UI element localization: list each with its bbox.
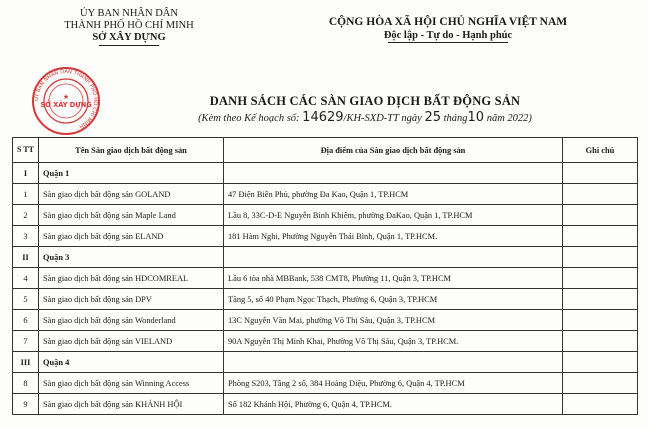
row-stt: 9 [13,394,39,415]
table-body [13,163,638,415]
row-note [562,289,637,310]
row-stt: 2 [13,205,39,226]
plan-day: 25 [424,110,441,125]
group-row [13,163,638,184]
motto-underline [388,42,508,43]
row-address: 47 Điện Biên Phủ, phường Đa Kao, Quận 1, TP.HCM [223,184,562,205]
group-address-cell [223,163,562,184]
row-address: 90A Nguyễn Thị Minh Khai, Phường Võ Thị Sáu, Quận 3, TP.HCM. [223,331,562,352]
issuer-line-2: THÀNH PHỐ HỒ CHÍ MINH [64,20,194,31]
row-exchange-name: Sàn giao dịch bất động sản GOLAND [38,184,223,205]
group-roman: III [13,352,39,373]
exchange-table [12,137,638,415]
row-exchange-name: Sàn giao dịch bất động sản HDCOMREAL [38,268,223,289]
group-row [13,247,638,268]
document-subtitle [150,110,580,125]
issuer-department: SỞ XÂY DỰNG [92,32,166,43]
national-header [298,16,598,43]
document-title: DANH SÁCH CÁC SÀN GIAO DỊCH BẤT ĐỘNG SẢN [209,94,521,108]
row-note [562,310,637,331]
table-row [13,184,638,205]
row-address: Lầu 6 tòa nhà MBBank, 538 CMT8, Phường 11, Quận 3, TP.HCM [223,268,562,289]
row-address: 13C Nguyễn Văn Mai, phường Võ Thị Sáu, Quận 3, TP.HCM [223,310,562,331]
row-note [562,373,637,394]
row-note [562,331,637,352]
row-stt: 5 [13,289,39,310]
row-exchange-name: Sàn giao dịch bất động sản Winning Access [38,373,223,394]
group-address-cell [223,352,562,373]
group-note-cell [562,163,637,184]
row-note [562,268,637,289]
row-stt: 6 [13,310,39,331]
row-exchange-name: Sàn giao dịch bất động sản Maple Land [38,205,223,226]
national-title: CỘNG HÒA XÃ HỘI CHỦ NGHĨA VIỆT NAM [328,16,568,28]
group-note-cell [562,352,637,373]
subtitle-prefix: (Kèm theo Kế hoạch số: [198,113,300,124]
seal-star-icon: ★ [62,93,70,101]
header-stt: S TT [13,138,39,163]
group-row [13,352,638,373]
row-stt: 3 [13,226,39,247]
row-note [562,394,637,415]
group-name: Quận 1 [38,163,223,184]
header-name: Tên Sàn giao dịch bất động sản [38,138,223,163]
row-exchange-name: Sàn giao dịch bất động sản KHÁNH HỘI [38,394,223,415]
group-roman: I [13,163,39,184]
row-exchange-name: Sàn giao dịch bất động sản Wonderland [38,310,223,331]
table-row [13,289,638,310]
seal-ring-text: ỦY BAN NHÂN DÂN THÀNH PHỐ HỒ CHÍ MINH [33,68,99,130]
row-stt: 7 [13,331,39,352]
subtitle-year: năm 2022) [486,113,532,124]
row-exchange-name: Sàn giao dịch bất động sản ELAND [38,226,223,247]
table-row [13,205,638,226]
row-address: 181 Hàm Nghi, Phường Nguyễn Thái Bình, Quận 1, TP.HCM. [223,226,562,247]
row-exchange-name: Sàn giao dịch bất động sản VIELAND [38,331,223,352]
table-row [13,268,638,289]
subtitle-code: /KH-SXD-TT ngày [343,113,422,124]
table-row [13,373,638,394]
group-roman: II [13,247,39,268]
row-exchange-name: Sàn giao dịch bất động sản DPV [38,289,223,310]
row-address: Số 182 Khánh Hội, Phường 6, Quận 4, TP.HCM. [223,394,562,415]
row-stt: 4 [13,268,39,289]
row-stt: 1 [13,184,39,205]
row-note [562,205,637,226]
row-address: Tầng 5, số 40 Phạm Ngọc Thạch, Phường 6, Quận 3, TP.HCM [223,289,562,310]
table-row [13,310,638,331]
table-header-row [13,138,638,163]
issuer-header [44,8,214,46]
national-motto: Độc lập - Tự do - Hạnh phúc [383,30,513,41]
row-stt: 8 [13,373,39,394]
table-row [13,394,638,415]
group-address-cell [223,247,562,268]
seal-center-text: SỞ XÂY DỰNG [40,101,92,109]
group-note-cell [562,247,637,268]
group-name: Quận 3 [38,247,223,268]
issuer-line-1: ỦY BAN NHÂN DÂN [80,8,178,19]
table-row [13,331,638,352]
official-seal [28,66,104,136]
plan-number: 14629 [302,110,344,125]
header-note: Ghi chú [562,138,637,163]
row-address: Lầu 8, 33C-D-E Nguyễn Bỉnh Khiêm, phường ĐaKao, Quận 1, TP.HCM [223,205,562,226]
issuer-underline [99,45,159,46]
row-note [562,226,637,247]
group-name: Quận 4 [38,352,223,373]
row-note [562,184,637,205]
row-address: Phòng S203, Tầng 2 số, 384 Hoàng Diệu, Phường 6, Quận 4, TP.HCM [223,373,562,394]
header-address: Địa điểm của Sàn giao dịch bất động sản [223,138,562,163]
table-row [13,226,638,247]
subtitle-month-label: tháng [443,113,468,124]
plan-month: 10 [467,110,485,125]
